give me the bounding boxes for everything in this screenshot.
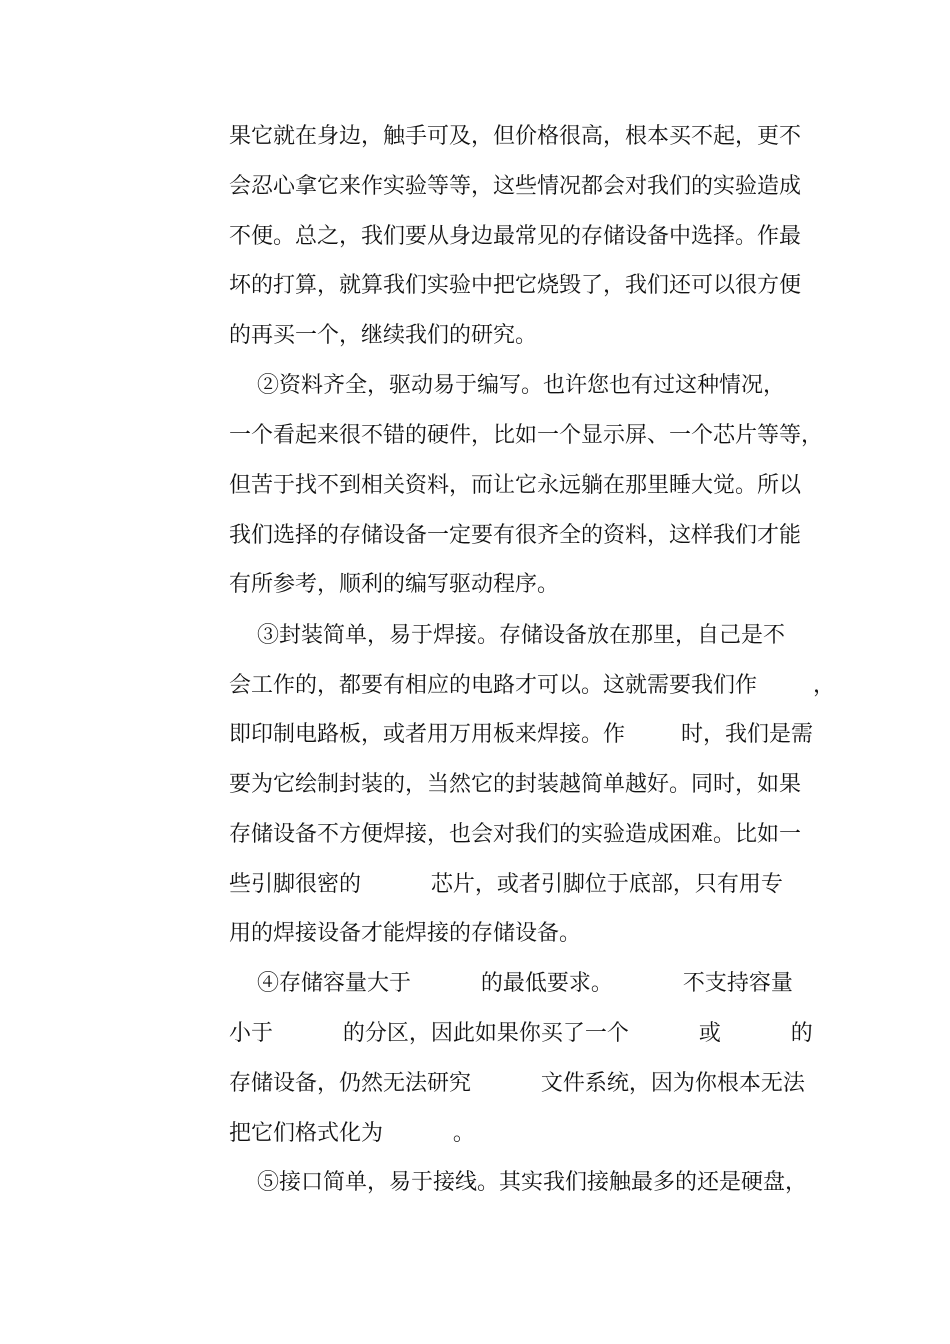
body-text-line: 果它就在身边，触手可及，但价格很高，根本买不起，更不 xyxy=(229,124,802,149)
body-text-line: 把它们格式化为 。 xyxy=(229,1121,475,1146)
body-text-line: 我们选择的存储设备一定要有很齐全的资料，这样我们才能 xyxy=(229,523,802,548)
body-text-line: 用的焊接设备才能焊接的存储设备。 xyxy=(229,921,582,946)
body-text-line: 会忍心拿它来作实验等等，这些情况都会对我们的实验造成 xyxy=(229,174,802,199)
paragraph-start-line: ⑤接口简单，易于接线。其实我们接触最多的还是硬盘， xyxy=(229,1170,807,1195)
body-text-line: 但苦于找不到相关资料，而让它永远躺在那里睡大觉。所以 xyxy=(229,473,802,498)
body-text-line: 小于 的分区，因此如果你买了一个 或 的 xyxy=(229,1021,813,1046)
body-text-line: 不便。总之，我们要从身边最常见的存储设备中选择。作最 xyxy=(229,224,802,249)
paragraph-start-line: ②资料齐全，驱动易于编写。也许您也有过这种情况， xyxy=(229,373,785,398)
body-text-line: 些引脚很密的 芯片，或者引脚位于底部，只有用专 xyxy=(229,872,783,897)
body-text-line: 坏的打算，就算我们实验中把它烧毁了，我们还可以很方便 xyxy=(229,273,802,298)
body-text-line: 即印制电路板，或者用万用板来焊接。作 时，我们是需 xyxy=(229,722,813,747)
body-text-line: 的再买一个，继续我们的研究。 xyxy=(229,323,538,348)
body-text-line: 一个看起来很不错的硬件，比如一个显示屏、一个芯片等等， xyxy=(229,423,824,448)
body-text-line: 有所参考，顺利的编写驱动程序。 xyxy=(229,572,560,597)
body-text-line: 会工作的，都要有相应的电路才可以。这就需要我们作 ， xyxy=(229,673,835,698)
body-text-line: 存储设备，仍然无法研究 文件系统，因为你根本无法 xyxy=(229,1071,805,1096)
paragraph-start-line: ④存储容量大于 的最低要求。 不支持容量 xyxy=(229,971,793,996)
paragraph-start-line: ③封装简单，易于焊接。存储设备放在那里，自己是不 xyxy=(229,623,785,648)
body-text-line: 要为它绘制封装的，当然它的封装越简单越好。同时，如果 xyxy=(229,772,802,797)
body-text-line: 存储设备不方便焊接，也会对我们的实验造成困难。比如一 xyxy=(229,822,802,847)
